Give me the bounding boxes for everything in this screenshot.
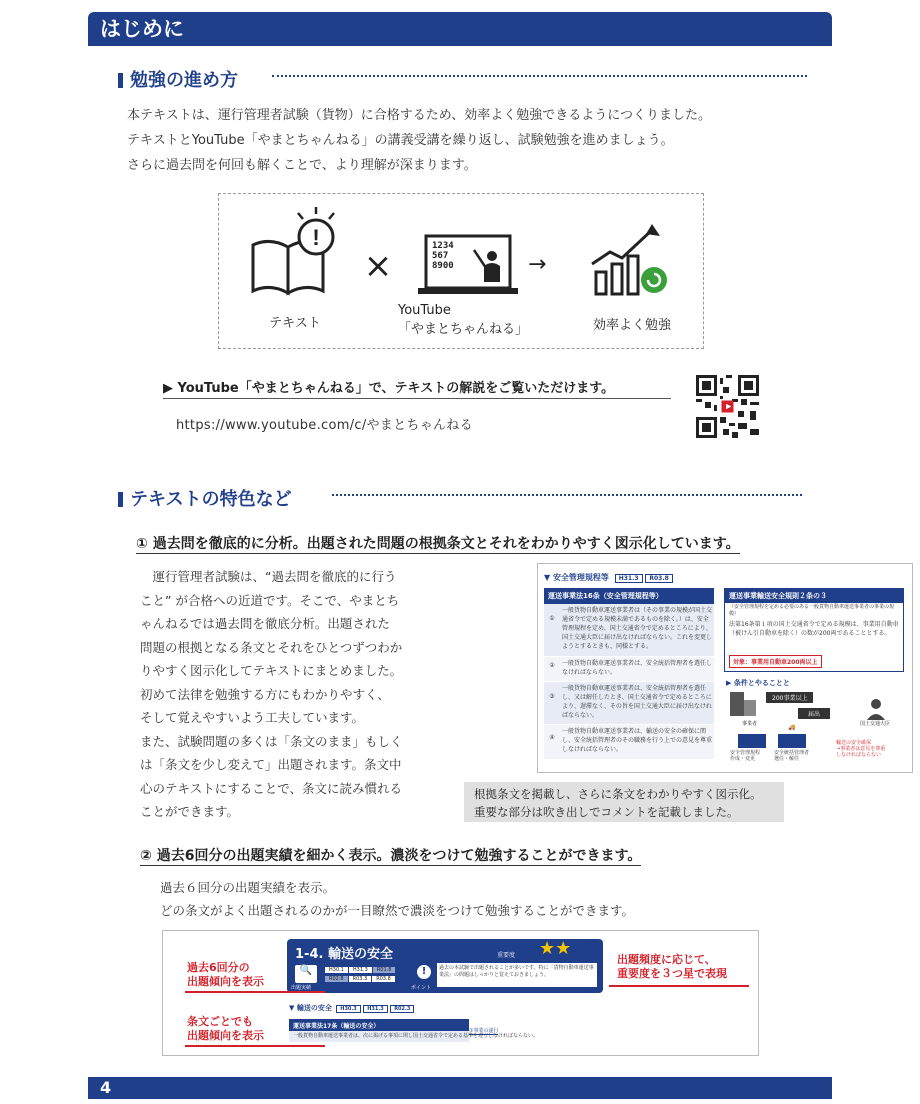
feature-body-1 — [140, 565, 420, 824]
board-number: 567 — [432, 251, 449, 261]
body-line: ことができます。 — [140, 804, 240, 819]
article-table — [544, 588, 714, 770]
article-row — [544, 657, 714, 682]
sub-heading — [289, 1003, 414, 1013]
arrow-right-icon: → — [528, 252, 547, 277]
callout-line: 出題傾向を表示 — [187, 975, 264, 988]
sub-heading-text: ▼ 輸送の安全 — [289, 1004, 332, 1012]
body-line: 過去６回分の出題実績を表示。 — [160, 880, 336, 895]
dotted-rule — [272, 75, 807, 77]
row-number: ① — [549, 615, 555, 622]
sample-page-articles — [537, 563, 913, 773]
page-number: 4 — [100, 1078, 112, 1097]
row-text: 一般貨物自動車運送事業者は、安全統括管理者を選任しなければならない。 — [562, 660, 713, 676]
page-footer — [88, 1077, 832, 1099]
callout-line: 出題頻度に応じて、 — [617, 953, 716, 966]
row-number: ② — [549, 662, 555, 669]
body-line: 問題の根拠となる条文とそれをひとつずつわか — [140, 639, 403, 655]
callout-subtitle: （安全管理規程を定める必要のある一般貨物自動車運送事業者の事業の規模） — [729, 604, 895, 617]
intro-paragraph — [127, 103, 827, 178]
exam-record-label: 出題実績 — [291, 985, 312, 991]
sample-page-exam-record — [162, 930, 759, 1056]
body-line: ゃんねるでは過去問を徹底分析。出題された — [140, 616, 390, 631]
callout-past-6 — [187, 961, 264, 989]
building-icon — [726, 688, 760, 718]
year-tag-group — [325, 967, 395, 982]
row-number: ③ — [549, 693, 555, 700]
body-line: は「条文を少し変えて」出題されます。条文中 — [140, 757, 402, 772]
topic-banner — [287, 939, 603, 993]
section-title-features-text: テキストの特色など — [130, 489, 292, 510]
callout-line: 過去6回分の — [187, 961, 250, 974]
point-label: ポイント — [411, 985, 432, 991]
importance-stars: ★★ — [539, 938, 572, 959]
board-numbers — [432, 241, 454, 271]
notify-badge: 届出 — [798, 708, 830, 719]
svg-text:!: ! — [312, 225, 320, 250]
page-header: はじめに — [88, 12, 832, 46]
article-row — [544, 725, 714, 759]
callout-article — [724, 588, 904, 672]
body-line: りやすく図示化してテキストにまとめました。 — [140, 663, 403, 678]
article-text-2: 一般貨物自動車運送事業者は、次に掲げる事項に関し国土交通省令で定める基準を遵守しなければならない。 — [289, 1031, 469, 1042]
article-row — [544, 604, 714, 657]
icon-caption: 安全統括管理者 選任・解任 — [774, 750, 810, 762]
growth-chart-icon — [590, 222, 676, 298]
document-icon — [738, 734, 766, 748]
target-badge: 対象：事業用自動車200両以上 — [729, 655, 822, 668]
dotted-rule — [332, 494, 802, 496]
youtube-url[interactable]: https://www.youtube.com/c/やまとちゃんねる — [176, 418, 473, 433]
callout-per-article — [187, 1015, 264, 1043]
youtube-link-note[interactable]: ▶ YouTube「やまとちゃんねる」で、テキストの解説をご覧いただけます。 — [163, 377, 671, 399]
feature-heading-1: ① 過去問を徹底的に分析。出題された問題の根拠条文とそれをわかりやすく図示化しています。 — [136, 533, 740, 554]
year-tag: H30.3 — [336, 1005, 361, 1013]
sample-caption — [464, 782, 784, 822]
section-title-study-text: 勉強の進め方 — [130, 70, 238, 91]
callout-text: 法第16条第１項の国土交通省令で定める規模は、事業用自動車（被けん引自動車を除く）の数が200両であることとする。 — [729, 621, 899, 637]
side-label: ①事業の遂行 — [469, 1028, 499, 1034]
condition-heading: ▶ 条件とやることと — [726, 679, 790, 687]
caption-line: 根拠条文を掲載し、さらに条文をわかりやすく図示化。 — [474, 787, 762, 801]
minister-label: 国土交通大臣 — [860, 721, 891, 727]
callout-line: 出題傾向を表示 — [187, 1029, 264, 1042]
callout-title: 運送事業輸送安全規則２条の３ — [725, 589, 903, 603]
intro-line: テキストとYouTube「やまとちゃんねる」の講義受講を繰り返し、試験勉強を進めましょう。 — [127, 133, 674, 148]
manager-icon — [778, 734, 806, 748]
icon-caption: 安全管理規程 作成・変更 — [730, 750, 761, 762]
row-text: 一般貨物自動車運送事業者は（その事業の規模が国土交通省令で定める規模未満であるものを除く。）は、安全管理規程を定め、国土交通省令で定めるところにより、国土交通大臣に届け出なければならない。これを変更しようとするときも、同様とする。 — [562, 607, 713, 650]
intro-line: 本テキストは、運行管理者試験（貨物）に合格するため、効率よく勉強できるようにつくりました。 — [127, 108, 711, 123]
year-tag: H31.3 — [349, 967, 372, 973]
section-title-study — [118, 66, 238, 92]
body-line: 初めて法律を勉強する方にもわかりやすく、 — [140, 686, 390, 702]
business-label: 事業者 — [742, 721, 758, 727]
alert-icon: ! — [417, 965, 431, 979]
intro-line: さらに過去問を何回も解くことで、より理解が深まります。 — [127, 158, 477, 173]
times-symbol: × — [363, 246, 393, 286]
count-badge: 200事業以上 — [766, 692, 813, 703]
text-label: テキスト — [269, 316, 321, 331]
callout-star-rating — [617, 953, 727, 981]
article-title: 運送事業法16条（安全管理規程等） — [544, 588, 714, 604]
callout-line: 重要度を３つ星で表現 — [617, 967, 727, 980]
year-tag: R03.3 — [349, 976, 372, 982]
body-line: 心のテキストにすることで、条文に読み慣れる — [140, 780, 403, 796]
callout-line: 条文ごとでも — [187, 1015, 253, 1028]
note-text: 輸送の安全確保 →事業者は意見を尊重 しなければならない — [836, 740, 886, 758]
year-tag: H30.1 — [325, 967, 348, 973]
callout-pointer — [609, 985, 749, 987]
article-row — [544, 682, 714, 725]
row-number: ④ — [549, 734, 555, 741]
youtube-label-line: 「やまとちゃんねる」 — [398, 322, 529, 337]
year-tag: H31.3 — [615, 574, 643, 583]
youtube-label-line: YouTube — [398, 303, 451, 318]
title-marker — [118, 492, 123, 507]
callout-pointer — [185, 1045, 325, 1047]
youtube-label — [398, 303, 538, 337]
board-number: 1234 — [432, 241, 454, 251]
board-number: 8900 — [432, 261, 454, 271]
feature-heading-2: ② 過去6回分の出題実績を細かく表示。濃淡をつけて勉強することができます。 — [140, 845, 641, 866]
year-tag: R03.8 — [645, 574, 672, 583]
article-title-2: 運送事業法17条（輸送の安全） — [289, 1019, 469, 1032]
search-icon: 🔍 — [295, 965, 317, 983]
title-marker — [118, 73, 123, 88]
body-line: こと” が合格への近道です。そこで、やまとち — [140, 592, 400, 608]
importance-label: 重要度 — [497, 952, 516, 959]
topic-title: 1-4. 輸送の安全 — [295, 947, 393, 962]
sample-heading — [544, 572, 673, 583]
year-tag: R01.8 — [373, 967, 396, 973]
year-tag: H31.3 — [363, 1005, 388, 1013]
row-text: 一般貨物自動車運送事業者は、安全統括管理者を選任し、又は解任したとき、国土交通省令で定めるところにより、遅滞なく、その旨を国土交通大臣に届け出なければならない。 — [562, 685, 712, 719]
sample-heading-text: ▼ 安全管理規程等 — [544, 573, 609, 582]
point-text: 過去の本試験で出題されることが多いです。特に「貨物自動車運送事業法」の問題はしっかりと覚えておきましょう。 — [437, 963, 597, 987]
caption-line: 重要な部分は吹き出しでコメントを記載しました。 — [474, 805, 739, 819]
year-tag: R02.3 — [390, 1005, 414, 1013]
person-icon — [864, 696, 888, 720]
open-book-icon — [248, 203, 338, 299]
qr-code[interactable] — [696, 375, 759, 438]
result-label: 効率よく勉強 — [592, 318, 671, 333]
section-title-features — [118, 485, 292, 511]
callout-pointer — [185, 991, 325, 993]
body-line: どの条文がよく出題されるのかが一目瞭然で濃淡をつけて勉強することができます。 — [160, 903, 635, 918]
truck-icon: 🚚 — [788, 724, 796, 731]
year-tag: R02.8 — [325, 976, 348, 982]
row-text: 一般貨物自動車運送事業者は、輸送の安全の確保に関し、安全統括管理者のその職務を行う上での意見を尊重しなければならない。 — [562, 728, 713, 753]
feature-body-2 — [160, 876, 820, 922]
body-line: そして覚えやすいよう工夫しています。 — [140, 710, 365, 725]
year-tag: R03.8 — [372, 976, 395, 982]
body-line: また、試験問題の多くは「条文のまま」もしく — [140, 733, 403, 749]
body-line: 運行管理者試験は、“過去問を徹底的に行う — [140, 569, 397, 584]
